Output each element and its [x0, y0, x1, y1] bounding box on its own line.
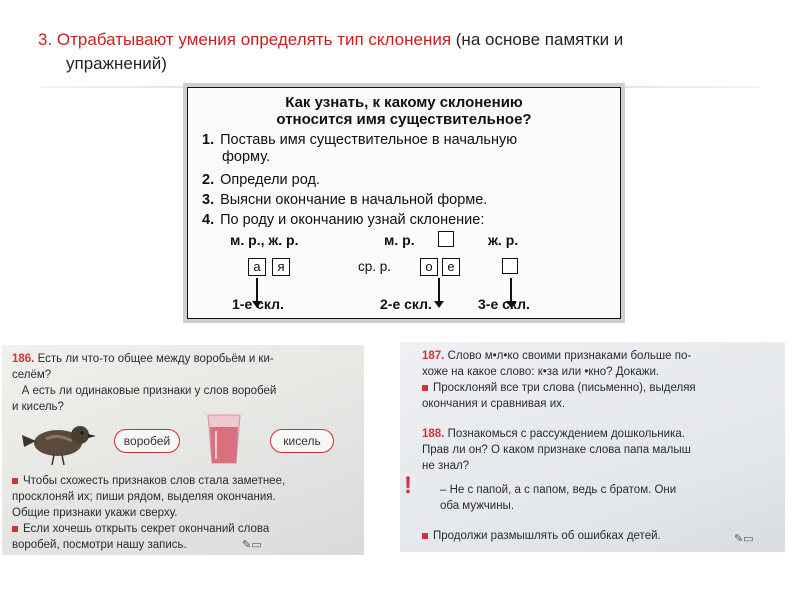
text-line: Чтобы схожесть признаков слов стала заметнее,	[23, 475, 286, 487]
memo-step-text: Определи род.	[220, 172, 320, 188]
text-line: хоже на какое слово: к•за или •кно? Докажи.	[422, 366, 660, 378]
text-line: Общие признаки укажи сверху.	[12, 507, 178, 519]
title-paren-2: упражнений)	[66, 54, 167, 73]
exercise-187	[422, 348, 696, 412]
textbook-excerpt-186	[2, 345, 364, 555]
exercise-188-quote	[440, 482, 676, 514]
text-line: просклоняй их; пиши рядом, выделяя окончания.	[12, 491, 276, 503]
text-line: Продолжи размышлять об ошибках детей.	[433, 530, 661, 542]
memo-frame	[187, 87, 621, 319]
bullet-icon	[12, 526, 18, 532]
word-pill-kisel: кисель	[270, 429, 334, 453]
pencil-icon: ✎▭	[242, 539, 262, 551]
text-line: Слово м•л•ко своими признаками больше по-	[447, 350, 692, 362]
exercise-186-question	[12, 351, 276, 415]
text-line: и кисель?	[12, 401, 64, 413]
memo-step-text: Выясни окончание в начальной форме.	[220, 192, 488, 208]
text-line: селём?	[12, 369, 52, 381]
memo-heading-line-2: относится имя существительное?	[276, 111, 532, 128]
text-line: Прав ли он? О каком признаке слова папа малыш	[422, 444, 691, 456]
word-pill-vorobey: воробей	[114, 429, 180, 453]
memo-step-num: 4.	[202, 212, 215, 228]
ending-box-e: е	[442, 258, 460, 276]
memo-step-4	[202, 212, 484, 229]
ending-box-o: о	[420, 258, 438, 276]
ending-box-ya: я	[272, 258, 290, 276]
ending-box-a: а	[248, 258, 266, 276]
bullet-icon	[422, 385, 428, 391]
exercise-number: 188.	[422, 428, 445, 440]
pencil-icon: ✎▭	[734, 533, 754, 545]
scheme-col3-gender: ж. р.	[488, 232, 519, 248]
scheme-col1-result: 1-е скл.	[232, 296, 284, 312]
scheme-col2-gender-sub: ср. р.	[358, 259, 392, 274]
text-line: воробей, посмотри нашу запись.	[12, 539, 187, 551]
bullet-icon	[12, 478, 18, 484]
title-main: 3. Отрабатывают умения определять тип склонения	[38, 30, 456, 49]
memo-card	[183, 83, 625, 323]
empty-ending-box	[502, 258, 518, 274]
memo-heading-line-1: Как узнать, к какому склонению	[285, 94, 523, 111]
textbook-excerpt-187-188	[400, 342, 785, 552]
text-line: Есть ли что-то общее между воробьём и ки-	[37, 353, 274, 365]
exercise-188	[422, 426, 691, 474]
memo-step-2	[202, 172, 320, 189]
text-line: Если хочешь открыть секрет окончаний слова	[23, 523, 270, 535]
bullet-icon	[422, 533, 428, 539]
exercise-number: 187.	[422, 350, 445, 362]
memo-step-num: 2.	[202, 172, 215, 188]
memo-step-1	[202, 132, 517, 166]
text-line: А есть ли одинаковые признаки у слов воробей	[21, 385, 277, 397]
memo-step-text: Поставь имя существительное в начальную	[220, 132, 518, 148]
text-line: Познакомься с рассуждением дошкольника.	[447, 428, 685, 440]
text-line: – Не с папой, а с папом, ведь с братом. Они	[440, 484, 677, 496]
title-paren-1: (на основе памятки и	[455, 30, 624, 49]
memo-step-num: 1.	[202, 132, 215, 148]
scheme-col1-gender: м. р., ж. р.	[230, 232, 299, 248]
scheme-col2-gender: м. р.	[384, 232, 415, 248]
text-line: не знал?	[422, 460, 470, 472]
slide-title	[38, 28, 758, 76]
memo-step-text: По роду и окончанию узнай склонение:	[220, 212, 485, 228]
exercise-188-task	[422, 528, 661, 544]
empty-ending-box	[438, 231, 454, 247]
scheme-col3-result: 3-е скл.	[478, 296, 530, 312]
exclamation-icon: !	[404, 472, 412, 499]
memo-step-cont: форму.	[222, 149, 271, 165]
text-line: окончания и сравнивая их.	[422, 398, 566, 410]
memo-heading	[188, 94, 620, 128]
memo-step-3	[202, 192, 487, 209]
arrow-down-icon	[438, 278, 440, 302]
text-line: Просклоняй все три слова (письменно), выделяя	[433, 382, 696, 394]
text-line: оба мужчины.	[440, 500, 515, 512]
exercise-number: 186.	[12, 353, 35, 365]
kissel-glass-illustration	[204, 413, 244, 465]
memo-step-num: 3.	[202, 192, 215, 208]
sparrow-illustration	[20, 415, 98, 467]
scheme-col2-result: 2-е скл.	[380, 296, 432, 312]
